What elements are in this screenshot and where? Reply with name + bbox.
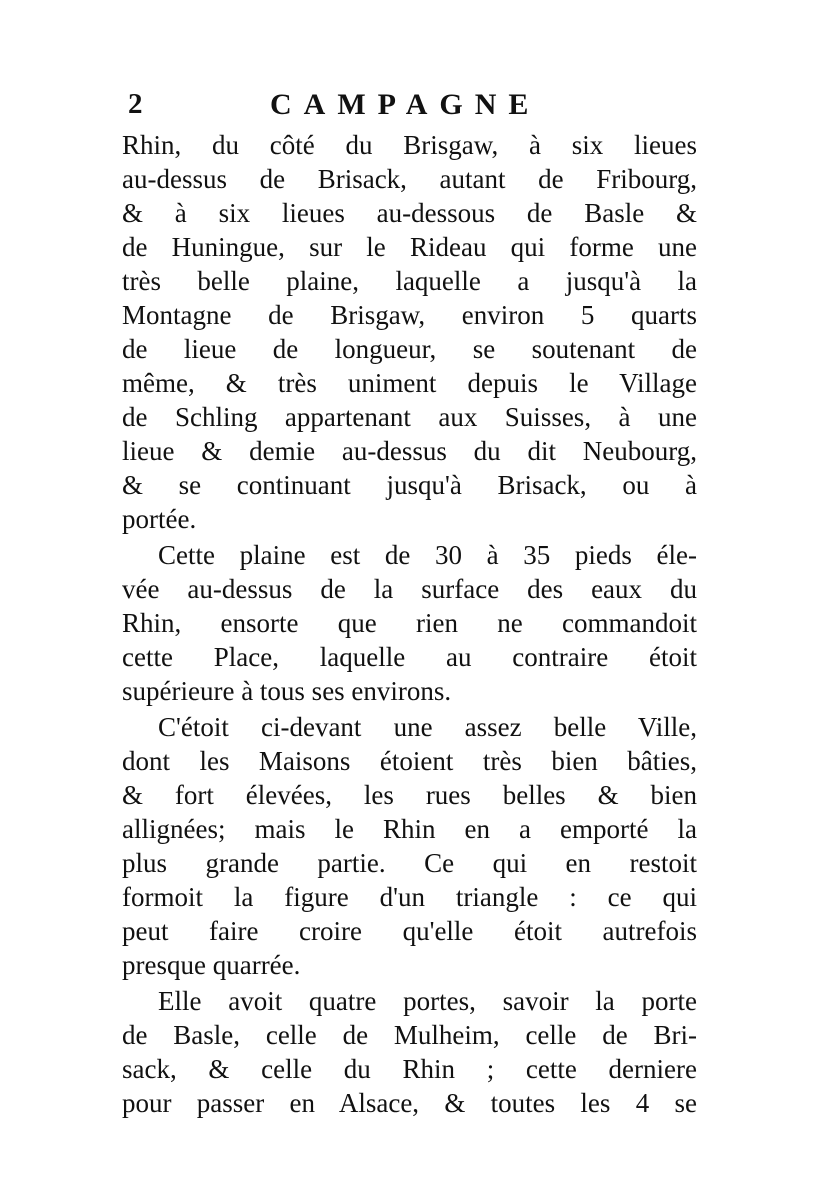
body-text (122, 128, 697, 1120)
text-line: allignées; mais le Rhin en a emporté la (122, 814, 697, 844)
text-line: Elle avoit quatre portes, savoir la porte (158, 986, 697, 1016)
text-line: pour passer en Alsace, & toutes les 4 se (122, 1088, 697, 1118)
text-line: de Basle, celle de Mulheim, celle de Bri- (122, 1020, 697, 1050)
page-number: 2 (128, 88, 143, 120)
text-line: Montagne de Brisgaw, environ 5 quarts (122, 300, 697, 330)
text-line: de Huningue, sur le Rideau qui forme une (122, 232, 697, 262)
text-line: presque quarrée. (122, 950, 301, 980)
text-line: portée. (122, 504, 197, 534)
text-line: peut faire croire qu'elle étoit autrefois (122, 916, 697, 946)
text-line: plus grande partie. Ce qui en restoit (122, 848, 697, 878)
text-line: cette Place, laquelle au contraire étoit (122, 642, 697, 672)
text-line: vée au-dessus de la surface des eaux du (122, 574, 697, 604)
text-line: Rhin, du côté du Brisgaw, à six lieues (122, 130, 697, 160)
text-line: sack, & celle du Rhin ; cette derniere (122, 1054, 697, 1084)
text-line: dont les Maisons étoient très bien bâties, (122, 746, 697, 776)
text-line: au-dessus de Brisack, autant de Fribourg, (122, 164, 697, 194)
text-line: C'étoit ci-devant une assez belle Ville, (158, 712, 697, 742)
text-line: très belle plaine, laquelle a jusqu'à la (122, 266, 697, 296)
text-line: même, & très uniment depuis le Village (122, 368, 697, 398)
text-line: supérieure à tous ses environs. (122, 676, 452, 706)
text-line: & se continuant jusqu'à Brisack, ou à (122, 470, 697, 500)
text-line: Cette plaine est de 30 à 35 pieds éle- (158, 540, 697, 570)
text-line: formoit la figure d'un triangle : ce qui (122, 882, 697, 912)
text-line: & à six lieues au-dessous de Basle & (122, 198, 697, 228)
page-header (120, 88, 700, 128)
text-line: de Schling appartenant aux Suisses, à une (122, 402, 697, 432)
text-line: de lieue de longueur, se soutenant de (122, 334, 697, 364)
running-head: CAMPAGNE (270, 88, 541, 121)
text-line: & fort élevées, les rues belles & bien (122, 780, 697, 810)
text-line: lieue & demie au-dessus du dit Neubourg, (122, 436, 697, 466)
text-line: Rhin, ensorte que rien ne commandoit (122, 608, 697, 638)
